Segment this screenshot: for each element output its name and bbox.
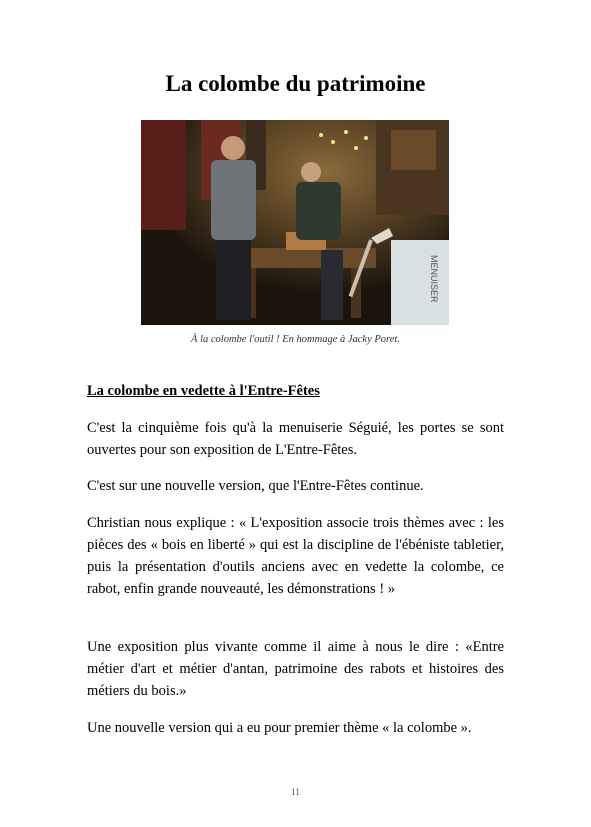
paragraph: Une nouvelle version qui a eu pour premier thème « la colombe ».	[87, 720, 472, 736]
workshop-photo	[141, 120, 449, 325]
page-number: 11	[291, 787, 300, 797]
paragraph: Une exposition plus vivante comme il aime à nous le dire : «Entre métier d'art et métier d'antan, patrimoine des rabots et histoires des métiers du bois.»	[87, 639, 504, 699]
paragraph: Christian nous explique : « L'exposition associe trois thèmes avec : les pièces des « bois en liberté » qui est la discipline de l'ébéniste tabletier, puis la présentation d'outils anciens avec en vedette la colombe, ce rabot, enfin grande nouveauté, les démonstrations ! »	[87, 515, 504, 597]
paragraph: C'est sur une nouvelle version, que l'Entre-Fêtes continue.	[87, 478, 424, 494]
page-title: La colombe du patrimoine	[165, 71, 426, 96]
sign-text: MENUISER	[429, 255, 439, 303]
paragraph: C'est la cinquième fois qu'à la menuiserie Séguié, les portes se sont ouvertes pour son exposition de L'Entre-Fêtes.	[87, 420, 504, 458]
photo-caption: À la colombe l'outil ! En hommage à Jacky Poret.	[191, 334, 400, 345]
section-heading: La colombe en vedette à l'Entre-Fêtes	[87, 383, 320, 399]
